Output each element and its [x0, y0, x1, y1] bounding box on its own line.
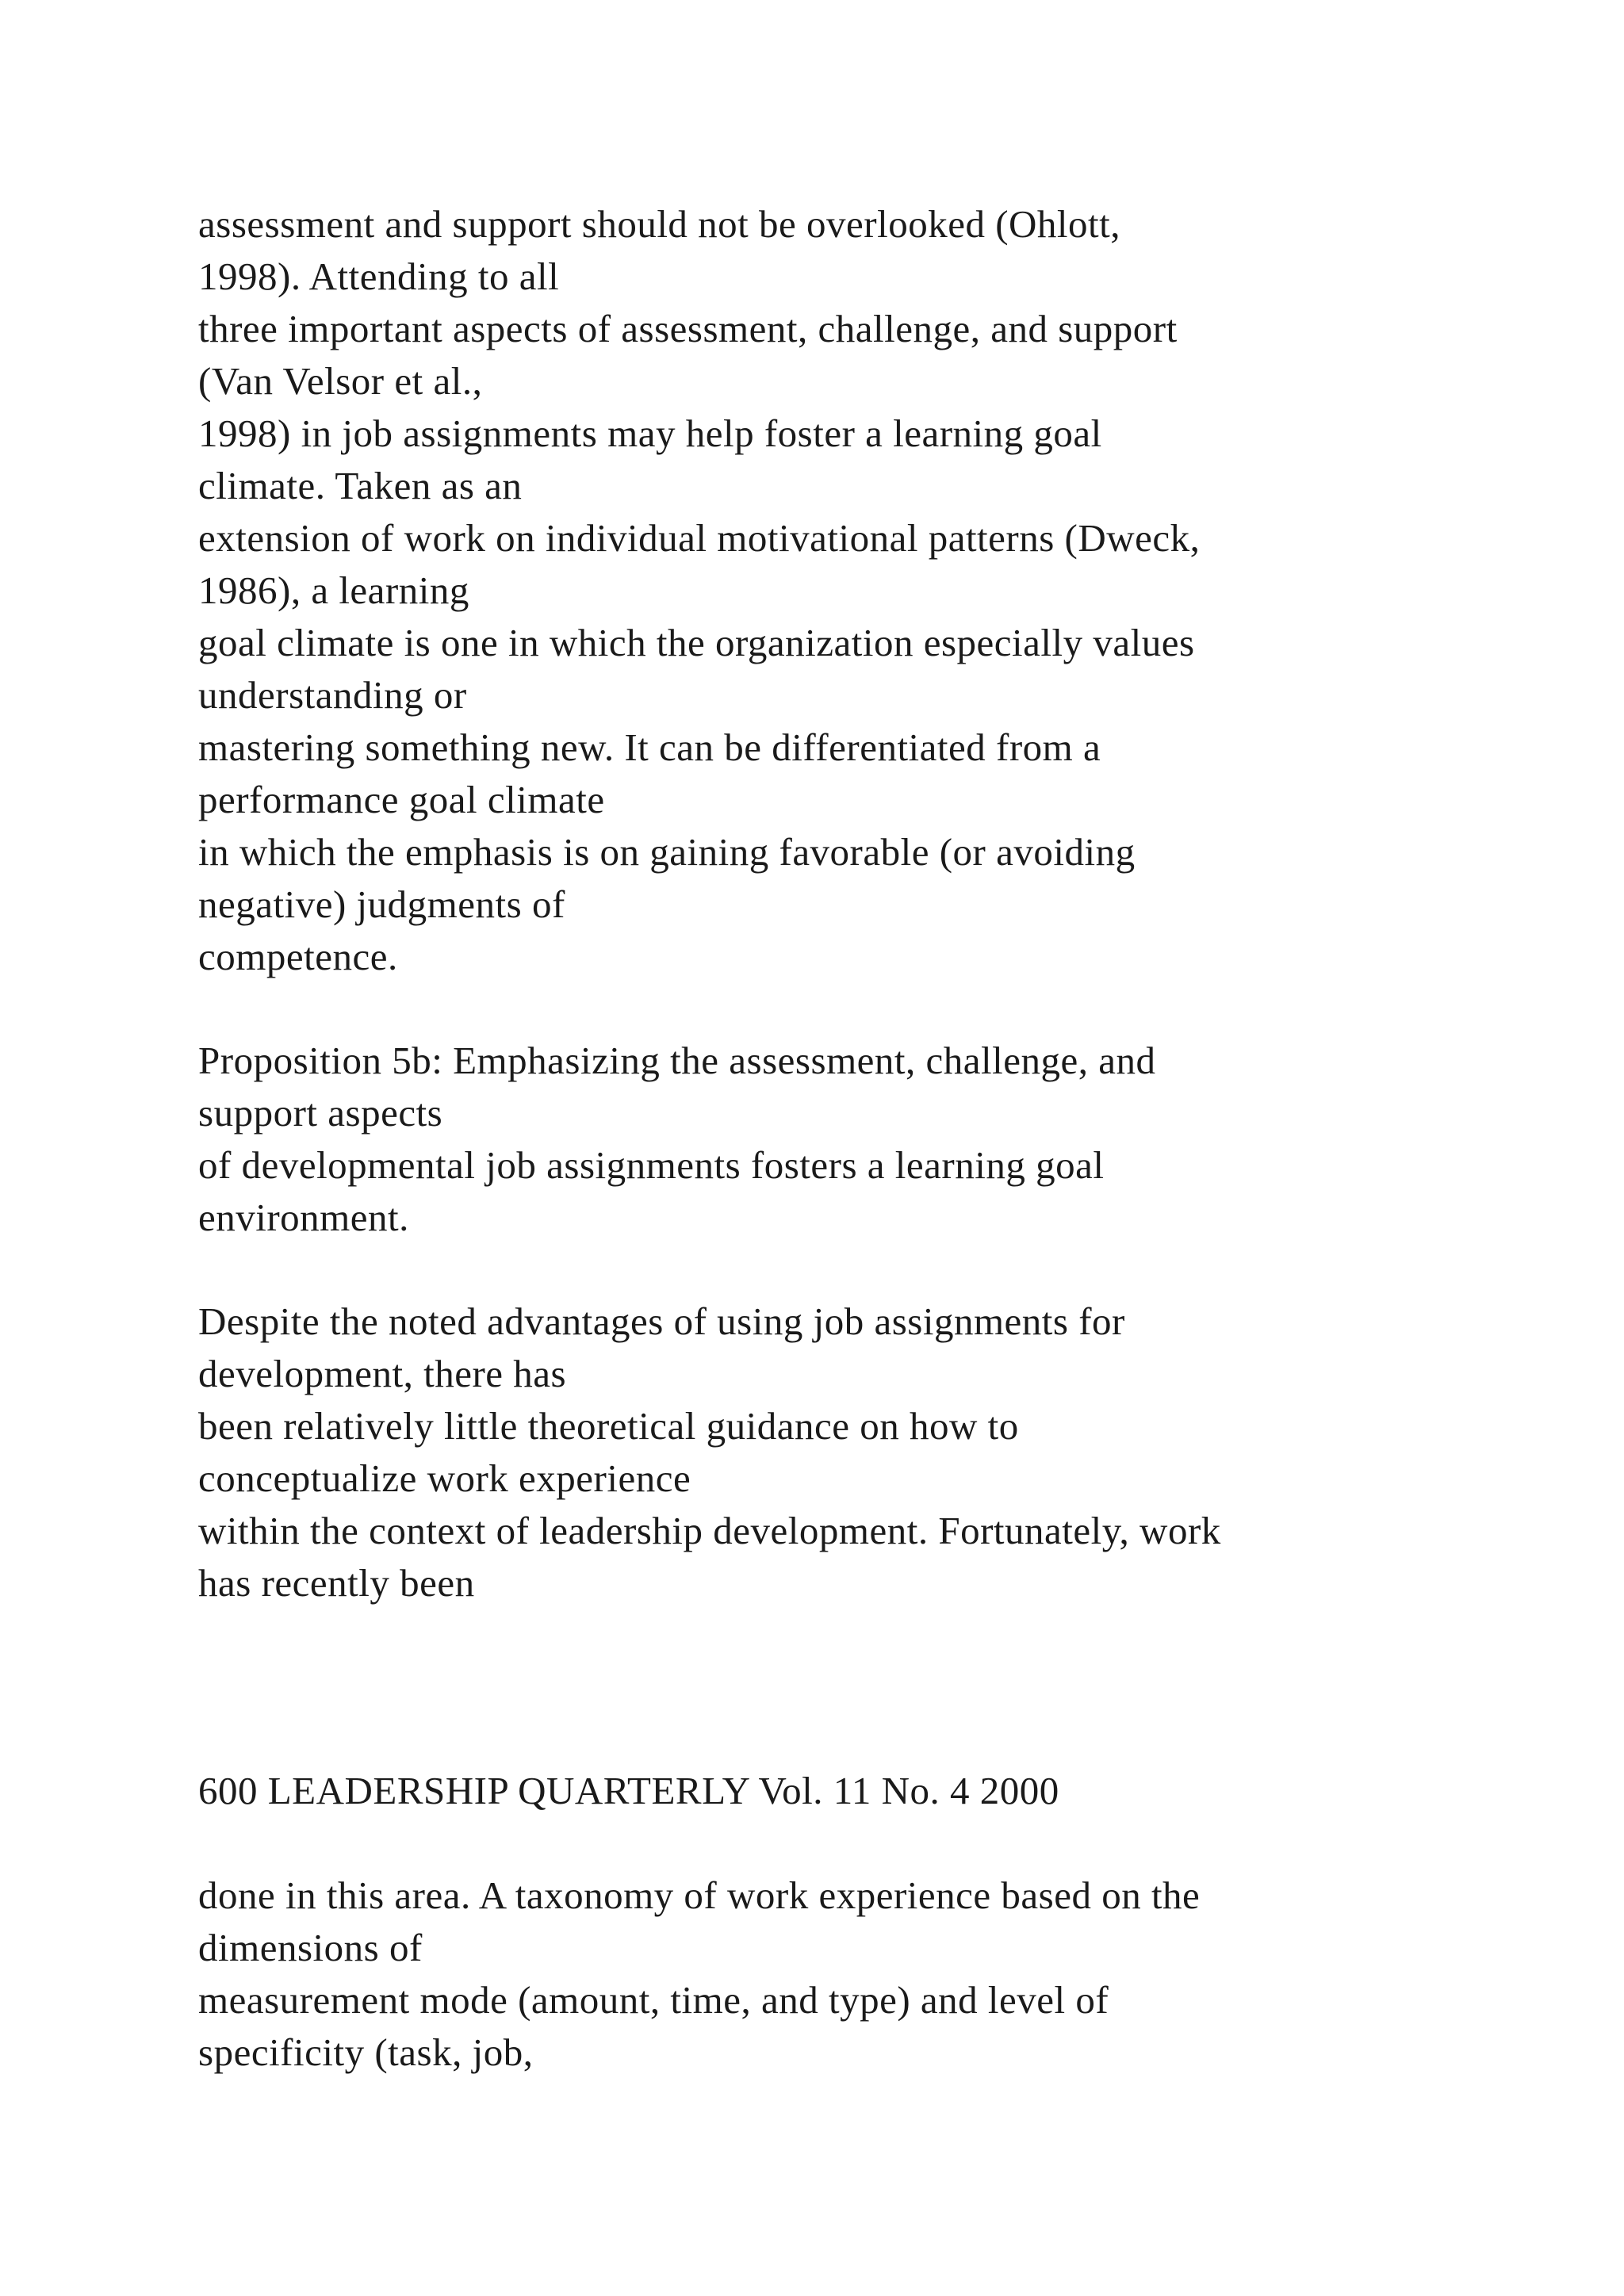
paragraph-4: [198, 1869, 1546, 2079]
text-line: conceptualize work experience: [198, 1456, 691, 1500]
running-header: [198, 1765, 1546, 1817]
text-line: environment.: [198, 1196, 409, 1239]
text-line: understanding or: [198, 673, 467, 717]
text-line: competence.: [198, 935, 398, 978]
running-header-text: 600 LEADERSHIP QUARTERLY Vol. 11 No. 4 2000: [198, 1769, 1059, 1812]
text-line: 1986), a learning: [198, 568, 469, 612]
text-line: has recently been: [198, 1561, 475, 1605]
text-line: dimensions of: [198, 1926, 423, 1969]
text-line: Despite the noted advantages of using job assignments for: [198, 1299, 1125, 1343]
text-line: measurement mode (amount, time, and type) and level of: [198, 1978, 1109, 2022]
paragraph-3: [198, 1295, 1546, 1609]
text-line: performance goal climate: [198, 778, 605, 821]
text-line: development, there has: [198, 1352, 567, 1395]
text-line: climate. Taken as an: [198, 464, 523, 507]
text-line: extension of work on individual motivational patterns (Dweck,: [198, 516, 1201, 560]
text-line: done in this area. A taxonomy of work experience based on the: [198, 1873, 1201, 1917]
text-line: support aspects: [198, 1091, 443, 1135]
proposition-5b: [198, 1035, 1546, 1244]
text-line: negative) judgments of: [198, 882, 565, 926]
text-line: Proposition 5b: Emphasizing the assessment, challenge, and: [198, 1039, 1156, 1082]
text-line: been relatively little theoretical guidance on how to: [198, 1404, 1019, 1448]
text-line: within the context of leadership development. Fortunately, work: [198, 1509, 1221, 1552]
text-line: three important aspects of assessment, challenge, and support: [198, 307, 1178, 350]
text-line: mastering something new. It can be differentiated from a: [198, 725, 1101, 769]
text-line: specificity (task, job,: [198, 2030, 534, 2074]
paragraph-1: [198, 198, 1546, 983]
text-line: goal climate is one in which the organization especially values: [198, 621, 1195, 664]
text-line: assessment and support should not be overlooked (Ohlott,: [198, 202, 1121, 246]
text-line: of developmental job assignments fosters a learning goal: [198, 1143, 1105, 1187]
text-line: 1998) in job assignments may help foster a learning goal: [198, 411, 1102, 455]
text-line: (Van Velsor et al.,: [198, 359, 483, 403]
text-line: 1998). Attending to all: [198, 254, 560, 298]
text-line: in which the emphasis is on gaining favorable (or avoiding: [198, 830, 1136, 874]
